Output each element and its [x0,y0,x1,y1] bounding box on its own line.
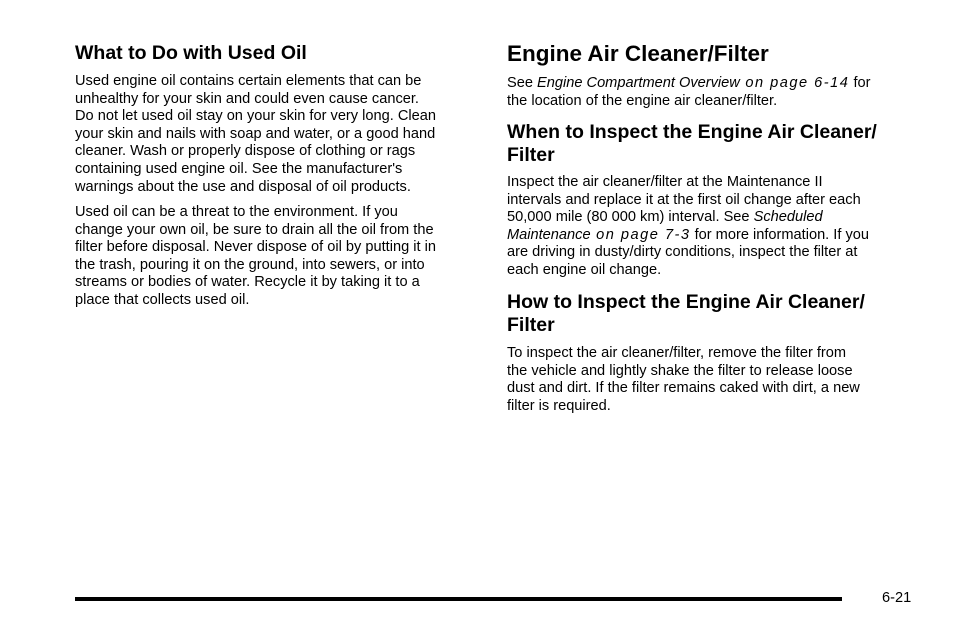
section-heading-how-to-inspect [507,291,865,337]
how-to-inspect-paragraph [507,345,907,415]
text-line: warnings about the use and disposal of oil products. [75,178,411,195]
heading-line: How to Inspect the Engine Air Cleaner/ [507,291,865,313]
page-title: Engine Air Cleaner/Filter [507,41,769,66]
text-line: Used oil can be a threat to the environment. If you [75,204,398,220]
text-line: Do not let used oil stay on your skin for very long. Clean [75,108,436,125]
used-oil-paragraph-2 [75,204,480,310]
text-line: the trash, pouring it on the ground, into sewers, or into [75,256,425,273]
text-line: To inspect the air cleaner/filter, remove the filter from [507,345,847,361]
text-line: unhealthy for your skin and could even cause cancer. [75,90,419,107]
section-heading-used-oil: What to Do with Used Oil [75,42,307,64]
text-line: each engine oil change. [507,261,662,278]
text-line: dust and dirt. If the filter remains caked with dirt, a new [507,380,860,397]
text-line: the location of the engine air cleaner/filter. [507,92,778,109]
text-line: containing used engine oil. See the manufacturer's [75,160,403,177]
cross-reference-link[interactable]: Scheduled [753,209,823,226]
cross-reference-link[interactable] [507,227,691,243]
text-line: 50,000 mile (80 000 km) interval. See [507,209,754,226]
ref-title: Maintenance [507,226,591,243]
text-line: Used engine oil contains certain elements that can be [75,73,422,89]
cross-reference-link[interactable] [537,75,849,91]
text-line: streams or bodies of water. Recycle it by taking it to a [75,274,420,291]
heading-line: Filter [507,314,555,336]
text-line: are driving in dusty/dirty conditions, inspect the filter at [507,244,858,261]
text-line: change your own oil, be sure to drain all the oil from the [75,221,434,238]
text-line: place that collects used oil. [75,291,250,308]
intro-paragraph [507,75,907,110]
page-number: 6-21 [882,590,912,606]
text-line: Inspect the air cleaner/filter at the Maintenance II [507,174,823,190]
text-line: cleaner. Wash or properly dispose of clothing or rags [75,143,416,160]
ref-page: on page 7-3 [590,226,691,243]
ref-page: on page 6-14 [739,75,850,91]
text-see: See [507,75,538,91]
when-to-inspect-paragraph [507,174,907,280]
text-after: for [849,75,871,91]
section-heading-when-to-inspect [507,121,877,167]
text-line: filter before disposal. Never dispose of oil by putting it in [75,239,436,256]
heading-line: When to Inspect the Engine Air Cleaner/ [507,121,877,143]
footer-rule [75,597,842,601]
used-oil-paragraph-1 [75,73,480,196]
ref-title: Engine Compartment Overview [537,75,740,91]
text-line: your skin and nails with soap and water, or a good hand [75,125,436,142]
text-line: filter is required. [507,397,611,414]
text-line: the vehicle and lightly shake the filter to release loose [507,362,853,379]
heading-line: Filter [507,144,555,166]
text-line: intervals and replace it at the first oil change after each [507,191,861,208]
text-line: for more information. If you [690,226,869,243]
